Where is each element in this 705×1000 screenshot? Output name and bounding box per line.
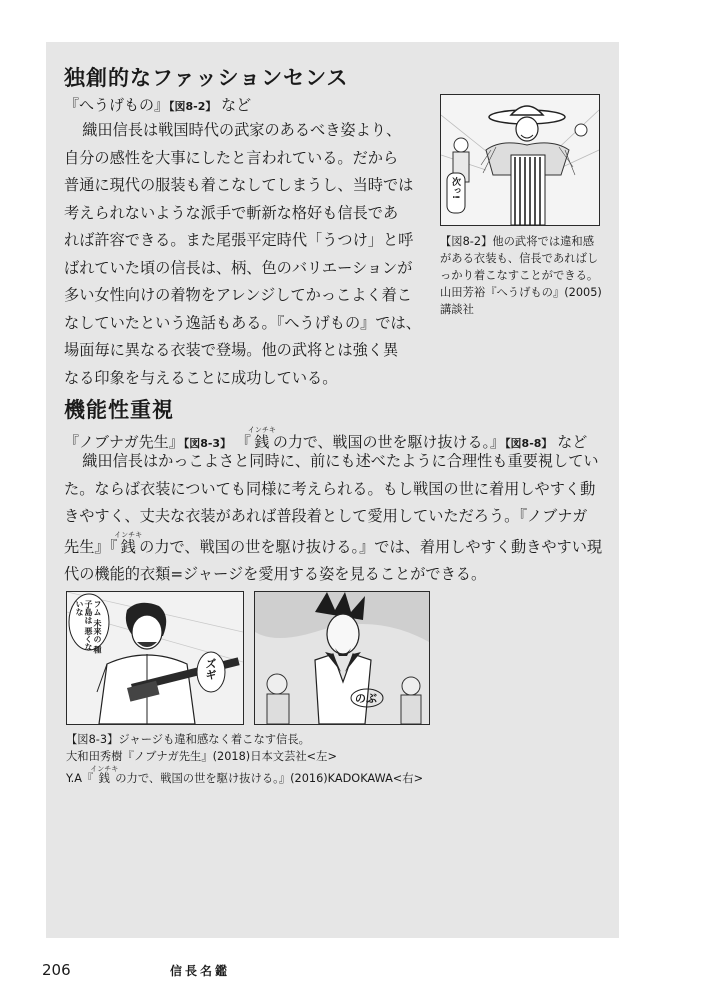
caption-line: Y.A『銭インチキの力で、戦国の世を駆け抜ける。』(2016)KADOKAWA<右> (66, 765, 424, 785)
paragraph-line: なる印象を与えることに成功している。 (64, 368, 338, 387)
section2-heading: 機能性重視 (64, 398, 174, 422)
subtitle-tail: など (221, 96, 252, 114)
work-title: 『へうげもの』 (64, 96, 170, 114)
speech-bubble: 次っ! (450, 177, 460, 200)
paragraph-line: 場面毎に異なる衣装で登場。他の武将とは強く異 (64, 341, 399, 359)
paragraph-line: 代の機能的衣類=ジャージを愛用する姿を見ることができる。 (64, 565, 487, 583)
paragraph-line: ばれていた頃の信長は、柄、色のバリエーションが (64, 258, 413, 277)
jersey-text: のぶ (355, 692, 377, 705)
caption-line: 講談社 (440, 303, 474, 316)
figure-8-3-caption (66, 731, 423, 787)
caption-line: 山田芳裕『へうげもの』(2005) (440, 286, 602, 299)
caption-line: がある衣装も、信長であればし (440, 252, 599, 265)
section1-heading: 独創的なファッションセンス (64, 66, 349, 90)
paragraph-line: 先生』『銭インチキの力で、戦国の世を駆け抜ける。』では、着用しやすく動きやすい現 (64, 530, 603, 556)
speech-bubble-left: フム 未来の 種子島は 悪くないな (75, 600, 102, 654)
paragraph-line: 普通に現代の服装も着こなしてしまうし、当時では (64, 176, 414, 194)
figure-8-3-manga-panel-left (66, 591, 244, 725)
work1-title: 『ノブナガ先生』 (64, 433, 184, 451)
caption-line: っかり着こなすことができる。 (440, 269, 599, 282)
paragraph-line: 織田信長は戦国時代の武家のあるべき姿より、 (82, 121, 402, 139)
work2-title: 『銭インチキの力で、戦国の世を駆け抜ける。』 (235, 426, 506, 451)
figure-8-3-manga-panel-right (254, 591, 430, 725)
running-title: 信長名鑑 (170, 964, 231, 978)
subtitle-tail: など (557, 433, 588, 451)
section1-paragraph (64, 117, 421, 392)
paragraph-line: 考えられないような派手で斬新な格好も信長であ (64, 203, 399, 222)
figure-8-2-manga-panel (440, 94, 600, 226)
paragraph-line: なしていたという逸話もある。『へうげもの』では、 (64, 313, 421, 332)
manga-illustration-nobunaga-jersey (255, 592, 429, 724)
paragraph-line: きやすく、丈夫な衣装があれば普段着として愛用していただろう。『ノブナガ (64, 507, 588, 525)
paragraph-line: た。ならば衣装についても同様に考えられる。もし戦国の世に着用しやすく動 (64, 479, 596, 498)
section2-paragraph (64, 448, 602, 589)
paragraph-line: 自分の感性を大事にしたと言われている。だから (64, 148, 399, 167)
caption-line: 大和田秀樹『ノブナガ先生』(2018)日本文芸社<左> (66, 750, 337, 763)
manga-illustration-nobunaga-hat (441, 95, 599, 225)
paragraph-line: れば許容できる。また尾張平定時代「うつけ」と呼 (64, 231, 414, 249)
figure-reference-1: 【図8-3】 (183, 437, 232, 450)
caption-line: 【図8-3】ジャージも違和感なく着こなす信長。 (66, 733, 310, 746)
figure-reference-2: 【図8-8】 (505, 437, 553, 450)
section1-subtitle (64, 94, 251, 115)
paragraph-line: 多い女性向けの着物をアレンジしてかっこよく着こ (64, 286, 412, 304)
paragraph-line: 織田信長はかっこよさと同時に、前にも述べたように合理性も重要視してい (82, 452, 599, 470)
figure-8-2-caption (440, 233, 602, 318)
caption-line: 【図8-2】他の武将では違和感 (440, 235, 595, 248)
figure-reference: 【図8-2】 (169, 100, 217, 113)
sound-effect: ズギ (204, 658, 217, 680)
page-number: 206 (42, 961, 71, 979)
